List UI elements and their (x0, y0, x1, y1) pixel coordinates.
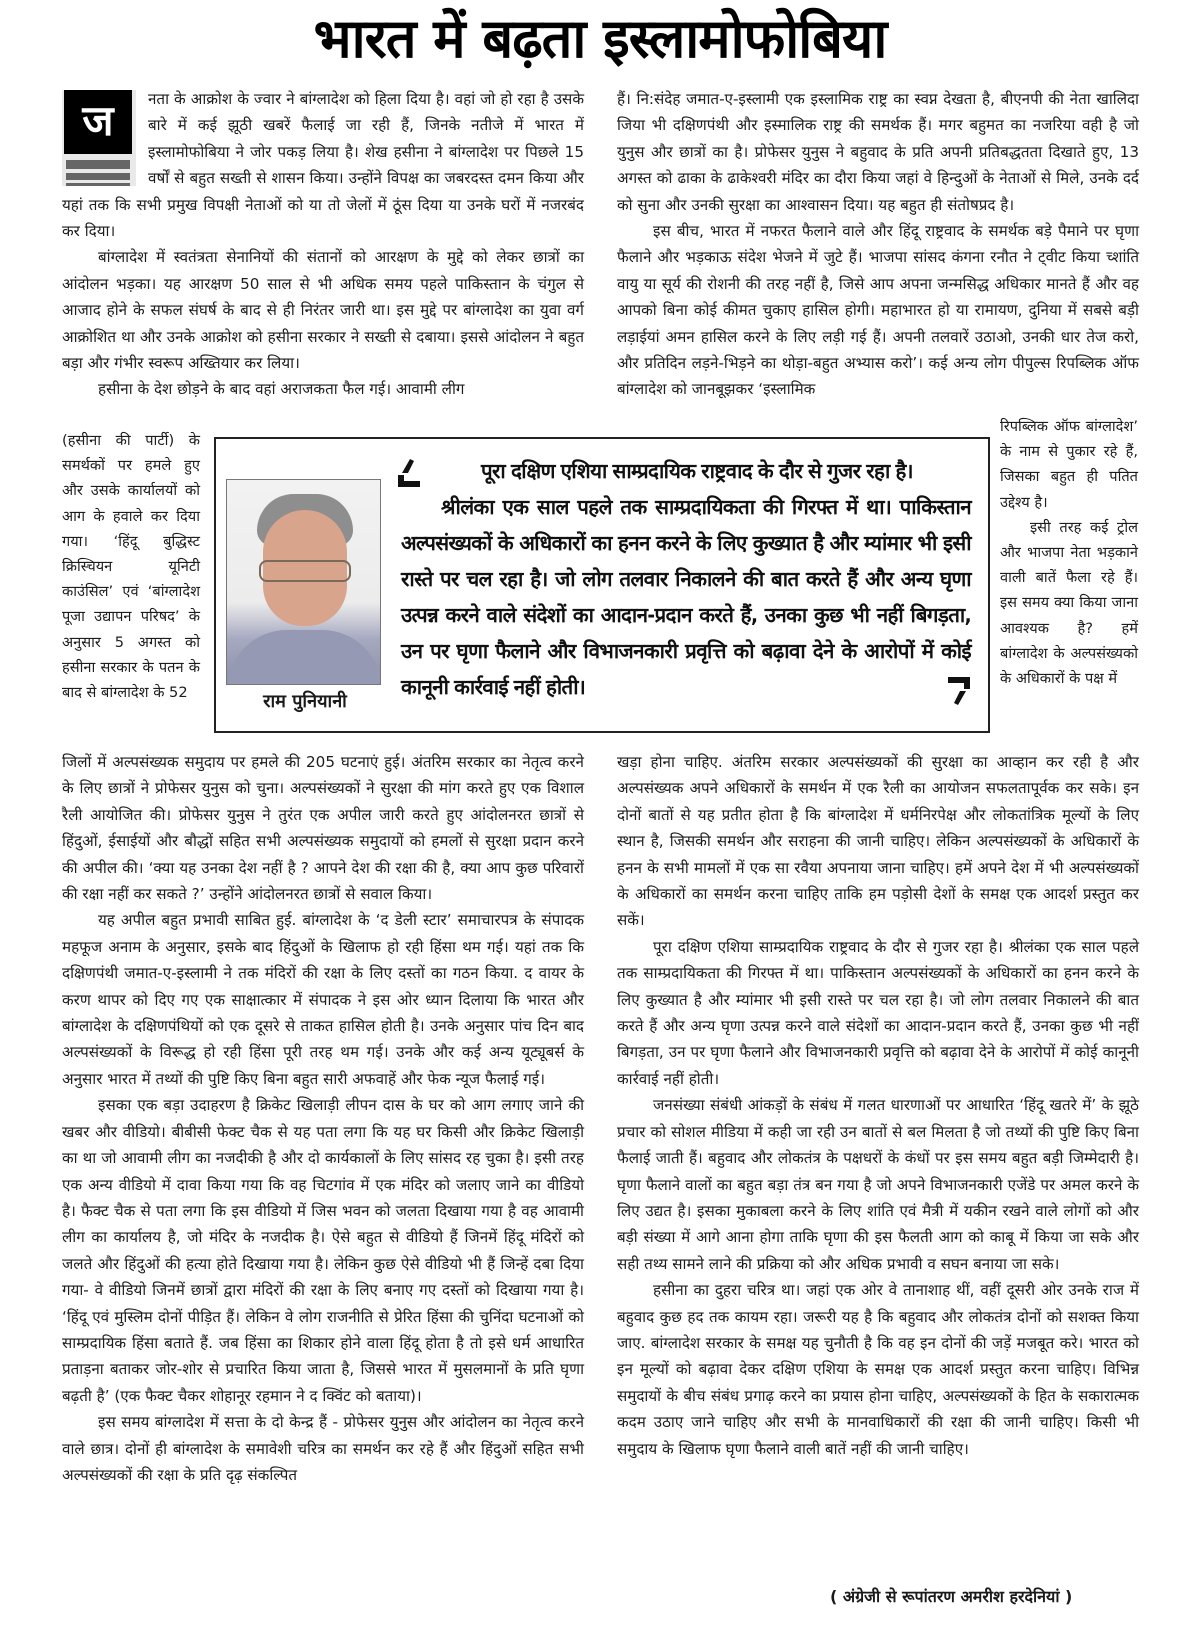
dropcap-ornament (62, 90, 136, 186)
headline: भारत में बढ़ता इस्लामोफोबिया (313, 7, 887, 70)
paragraph: (हसीना की पार्टी) के समर्थकों पर हमले हुए और उसके कार्यालयों को आग के हवाले कर दिया गया। ‘हिंदू बुद्धिस्ट क्रिस्चियन यूनिटी काउंसिल’ एवं ‘बांग्लादेश पूजा उद्यापन परिषद’ के अनुसार 5 अगस्त को हसीना सरकार के पतन के बाद से बांग्लादेश के 52 (62, 432, 200, 702)
author-photo (226, 479, 381, 685)
paragraph: हसीना के देश छोड़ने के बाद वहां अराजकता फैल गई। आवामी लीग (98, 380, 465, 399)
dropcap-letter: ज (64, 90, 132, 154)
quote-close-icon (946, 675, 972, 709)
paragraph: हसीना का दुहरा चरित्र था। जहां एक ओर वे तानाशाह थीं, वहीं दूसरी ओर उनके राज में बहुवाद कुछ हद तक कायम रहा। जरूरी यह है कि बहुवाद और लोकतंत्र दोनों को सशक्त किया जाए. बांग्लादेश सरकार के समक्ष यह चुनौती है कि वह इन दोनों की जड़ें मजबूत करे। भारत को इन मूल्यों को बढ़ावा देकर दक्षिण एशिया के समक्ष एक आदर्श प्रस्तुत करना चाहिए। विभिन्न समुदायों के बीच संबंध प्रगाढ़ करने का प्रयास होना चाहिए, अल्पसंख्यकों के हित के सकारात्मक कदम उठाए जाने चाहिए और सभी के मानवाधिकारों की रक्षा की जानी चाहिए। किसी भी समुदाय के खिलाफ घृणा फैलाने वाली बातें नहीं की जानी चाहिए। (617, 1281, 1139, 1458)
paragraph: इस बीच, भारत में नफरत फैलाने वाले और हिंदू राष्ट्रवाद के समर्थक बड़े पैमाने पर घृणा फैलाने और भड़काऊ संदेश भेजने में जुटे हैं। भाजपा सांसद कंगना रनौत ने ट्वीट किया च्शांति वायु या सूर्य की रोशनी की तरह नहीं है, जिसे आप अपना जन्मसिद्ध अधिकार मानते हैं और वह आपको बिना कोई कीमत चुकाए हासिल होगी। महाभारत हो या रामायण, दुनिया में सबसे बड़ी लड़ाईयां अमन हासिल करने के लिए लड़ी गई हैं। अपनी तलवारें उठाओ, उनकी धार तेज करो, और प्रतिदिन लड़ने-भिड़ने का थोड़ा-बहुत अभ्यास करो’। कई अन्य लोग पीपुल्स रिपब्लिक ऑफ बांग्लादेश को जानबूझकर ‘इस्लामिक (617, 222, 1139, 399)
right-column-top (617, 86, 1139, 403)
left-column-top (62, 86, 584, 403)
paragraph: खड़ा होना चाहिए. अंतरिम सरकार अल्पसंख्यकों की सुरक्षा का आव्हान कर रही है और अल्पसंख्यक अपने अधिकारों के समर्थन में एक रैली का आयोजन सफलतापूर्वक कर सके। इन दोनों बातों से यह प्रतीत होता है कि बांग्लादेश में धर्मनिरपेक्ष और लोकतांत्रिक मूल्यों के लिए स्थान है, जिसकी समर्थन और सराहना की जानी चाहिए। लेकिन अल्पसंख्यकों के अधिकारों के हनन के सभी मामलों में एक सा रवैया अपनाया जाना चाहिए। हमें अपने देश में भी अल्पसंख्यकों के अधिकारों का समर्थन करना चाहिए ताकि हम पड़ोसी देशों के समक्ष एक आदर्श प्रस्तुत कर सकें। (617, 753, 1139, 930)
intro-paragraph: नता के आक्रोश के ज्वार ने बांग्लादेश को हिला दिया है। वहां जो हो रहा है उसके बारे में कई झूठी खबरें फैलाई जा रही हैं, जिनके नतीजे में भारत में इस्लामोफोबिया ने जोर पकड़ लिया है। शेख हसीना ने बांग्लादेश पर पिछले 15 वर्षों से बहुत सख्ती से शासन किया। उन्होंने विपक्ष का जबरदस्त दमन किया और यहां तक कि सभी प्रमुख विपक्षी नेताओं को या तो जेलों में ठूंस दिया या उनके घरों में नजरबंद कर दिया। (62, 90, 584, 241)
pull-quote-text (401, 453, 971, 705)
paragraph: बांग्लादेश में स्वतंत्रता सेनानियों की संतानों को आरक्षण के मुद्दे को लेकर छात्रों का आंदोलन भड़का। यह आरक्षण 50 साल से भी अधिक समय पहले पाकिस्तान के चंगुल से आजाद होने के सफल संघर्ष के बाद से ही निरंतर जारी था। इस मुद्दे पर बांग्लादेश का युवा वर्ग आक्रोशित था और उनके आक्रोश को हसीना सरकार ने सख्ती से दबाया। इससे आंदोलन ने बहुत बड़ा और गंभीर स्वरूप अख्तियार कर लिया। (62, 248, 584, 373)
pull-quote-line1: पूरा दक्षिण एशिया साम्प्रदायिक राष्ट्रवाद के दौर से गुजर रहा है। (481, 459, 913, 483)
right-narrow-column (1000, 414, 1138, 691)
paragraph: पूरा दक्षिण एशिया साम्प्रदायिक राष्ट्रवाद के दौर से गुजर रहा है। श्रीलंका एक साल पहले तक साम्प्रदायिकता की गिरफ्त में था। पाकिस्तान अल्पसंख्यकों के अधिकारों का हनन करने के लिए कुख्यात है और म्यांमार भी इसी रास्ते पर चल रहा है। जो लोग तलवार निकालने की बात करते हैं और अन्य घृणा उत्पन्न करने वाले संदेशों का आदान-प्रदान करते हैं, उनका कुछ भी नहीं बिगड़ता, उन पर घृणा फैलाने और विभाजनकारी प्रवृत्ति को बढ़ावा देने के आरोपों में कोई कानूनी कार्रवाई नहीं होती। (617, 937, 1139, 1088)
paragraph: इस समय बांग्लादेश में सत्ता के दो केन्द्र हैं - प्रोफेसर युनुस और आंदोलन का नेतृत्व करने वाले छात्र। दोनों ही बांग्लादेश के समावेशी चरित्र का समर्थन कर रहे हैं और हिंदुओं सहित सभी अल्पसंख्यकों की रक्षा के प्रति दृढ़ संकल्पित (62, 1413, 584, 1484)
paragraph: हैं। नि:संदेह जमात-ए-इस्लामी एक इस्लामिक राष्ट्र का स्वप्न देखता है, बीएनपी की नेता खालिदा जिया भी दक्षिणपंथी और इस्मालिक राष्ट्र की समर्थक हैं। मगर बहुमत का नजरिया वही है जो युनुस और छात्रों का है। प्रोफेसर युनुस ने बहुवाद के प्रति अपनी प्रतिबद्धतता दिखाते हुए, 13 अगस्त को ढाका के ढाकेश्वरी मंदिर का दौरा किया जहां वे हिन्दुओं के नेताओं से मिले, उनके दर्द को सुना और उनकी सुरक्षा का आश्वासन दिया। यह बहुत ही संतोषप्रद है। (617, 90, 1139, 214)
paragraph: इसका एक बड़ा उदाहरण है क्रिकेट खिलाड़ी लीपन दास के घर को आग लगाए जाने की खबर और वीडियो। बीबीसी फेक्ट चैक से यह पता लगा कि यह घर किसी और क्रिकेट खिलाड़ी का था जो आवामी लीग का नजदीकी है और दो कार्यकालों के लिए सांसद रह चुका है। इसी तरह एक अन्य वीडियो में दावा किया गया कि वह चिटगांव में एक मंदिर को जलाए जाने का वीडियो है। फैक्ट चैक से पता लगा कि इस वीडियो में जिस भवन को जलता दिखाया गया है वह आवामी लीग का कार्यालय है, जो मंदिर के नजदीक है। ऐसे बहुत से वीडियो हैं जिनमें हिंदू मंदिरों को जलते और हिंदुओं की हत्या होते दिखाया गया है। लेकिन कुछ ऐसे वीडियो भी हैं जिन्हें दबा दिया गया- वे वीडियो जिनमें छात्रों द्वारा मंदिरों की रक्षा के लिए बनाए गए दस्तों को दिखाया गया है। ‘हिंदू एवं मुस्लिम दोनों पीड़ित हैं। लेकिन वे लोग राजनीति से प्रेरित हिंसा की चुनिंदा घटनाओं को साम्प्रदायिक हिंसा बताते हैं. जब हिंसा का शिकार होने वाला हिंदू होता है तो इसे धर्म आधारित प्रताड़ना बताकर जोर-शोर से प्रचारित किया जाता है, जिससे भारत में मुसलमानों के प्रति घृणा बढ़ती है’ (एक फैक्ट चैकर शोहानूर रहमान ने द क्विंट को बताया)। (62, 1096, 584, 1405)
paragraph: यह अपील बहुत प्रभावी साबित हुई. बांग्लादेश के ‘द डेली स्टार’ समाचारपत्र के संपादक महफूज अनाम के अनुसार, इसके बाद हिंदुओं के खिलाफ हो रही हिंसा थम गई। यहां तक कि दक्षिणपंथी जमात-ए-इस्लामी ने तक मंदिरों की रक्षा के लिए दस्तों का गठन किया. द वायर के करण थापर को दिए गए एक साक्षात्कार में संपादक ने इस ओर ध्यान दिलाया कि भारत और बांग्लादेश के दक्षिणपंथियों को एक दूसरे से ताकत हासिल होती है। उनके अनुसार पांच दिन बाद अल्पसंख्यकों के विरूद्ध हो रही हिंसा पूरी तरह थम गई। उनके और कई अन्य यूट्यूबर्स के अनुसार भारत में तथ्यों की पुष्टि किए बिना बहुत सारी अफवाहें और फेक न्यूज फैलाई गई। (62, 911, 584, 1088)
left-narrow-column (62, 428, 200, 705)
pull-quote-body: श्रीलंका एक साल पहले तक साम्प्रदायिकता की गिरफ्त में था। पाकिस्तान अल्पसंख्यकों के अधिकारों का हनन करने के लिए कुख्यात है और म्यांमार भी इसी रास्ते पर चल रहा है। जो लोग तलवार निकालने की बात करते हैं और अन्य घृणा उत्पन्न करने वाले संदेशों का आदान-प्रदान करते हैं, उनका कुछ भी नहीं बिगड़ता, उन पर घृणा फैलाने और विभाजनकारी प्रवृत्ति को बढ़ावा देने के आरोपों में कोई कानूनी कार्रवाई नहीं होती। (401, 495, 971, 699)
paragraph: इसी तरह कई ट्रोल और भाजपा नेता भड़काने वाली बातें फैला रहे हैं। इस समय क्या किया जाना आवश्यक है? हमें बांग्लादेश के अल्पसंख्यको के अधिकारों के पक्ष में (1000, 518, 1138, 688)
left-column-bottom (62, 749, 584, 1488)
author-name: राम पुनियानी (263, 691, 347, 712)
paragraph: रिपब्लिक ऑफ बांग्लादेश’ के नाम से पुकार रहे हैं, जिसका बहुत ही पतित उद्देश्य है। (1000, 418, 1138, 511)
paragraph: जनसंख्या संबंधी आंकड़ों के संबंध में गलत धारणाओं पर आधारित ‘हिंदू खतरे में’ के झूठे प्रचार को सोशल मीडिया में कही जा रही उन बातों से बल मिलता है जो तथ्यों की पुष्टि किए बिना फैलाई जाती हैं। बहुवाद और लोकतंत्र के पक्षधरों के कंधों पर इस समय बहुत बड़ी जिम्मेदारी है। घृणा फैलाने वालों का बहुत बड़ा तंत्र बन गया है जो अपने विभाजनकारी एजेंडे पर अमल करने के लिए उद्यत है। इसका मुकाबला करने के लिए शांति एवं मैत्री में यकीन रखने वाले लोगों को और बड़ी संख्या में आगे आना होगा ताकि घृणा की इस फैलती आग को काबू में किया जा सके और सही तथ्य सामने लाने की प्रक्रिया को और अधिक प्रभावी व सघन बनाया जा सके। (617, 1096, 1139, 1273)
paragraph: जिलों में अल्पसंख्यक समुदाय पर हमले की 205 घटनाएं हुई। अंतरिम सरकार का नेतृत्व करने के लिए छात्रों ने प्रोफेसर युनुस को चुना। अल्पसंख्यकों ने सुरक्षा की मांग करते हुए एक विशाल रैली आयोजित की। प्रोफेसर युनुस ने तुरंत एक अपील जारी करते हुए आंदोलनरत छात्रों से हिंदुओं, ईसाईयों और बौद्धों सहित सभी अल्पसंख्यक समुदायों को हमलों से सुरक्षा प्रदान करने की अपील की। ‘क्या यह उनका देश नहीं है ? आपने देश की रक्षा की है, क्या आप कुछ परिवारों की रक्षा नहीं कर सकते ?’ उन्होंने आंदोलनरत छात्रों से सवाल किया। (62, 753, 584, 904)
pull-quote-box (214, 437, 990, 733)
translation-credit: ( अंग्रेजी से रूपांतरण अमरीश हरदेनियां ) (830, 1587, 1073, 1606)
right-column-bottom (617, 749, 1139, 1462)
